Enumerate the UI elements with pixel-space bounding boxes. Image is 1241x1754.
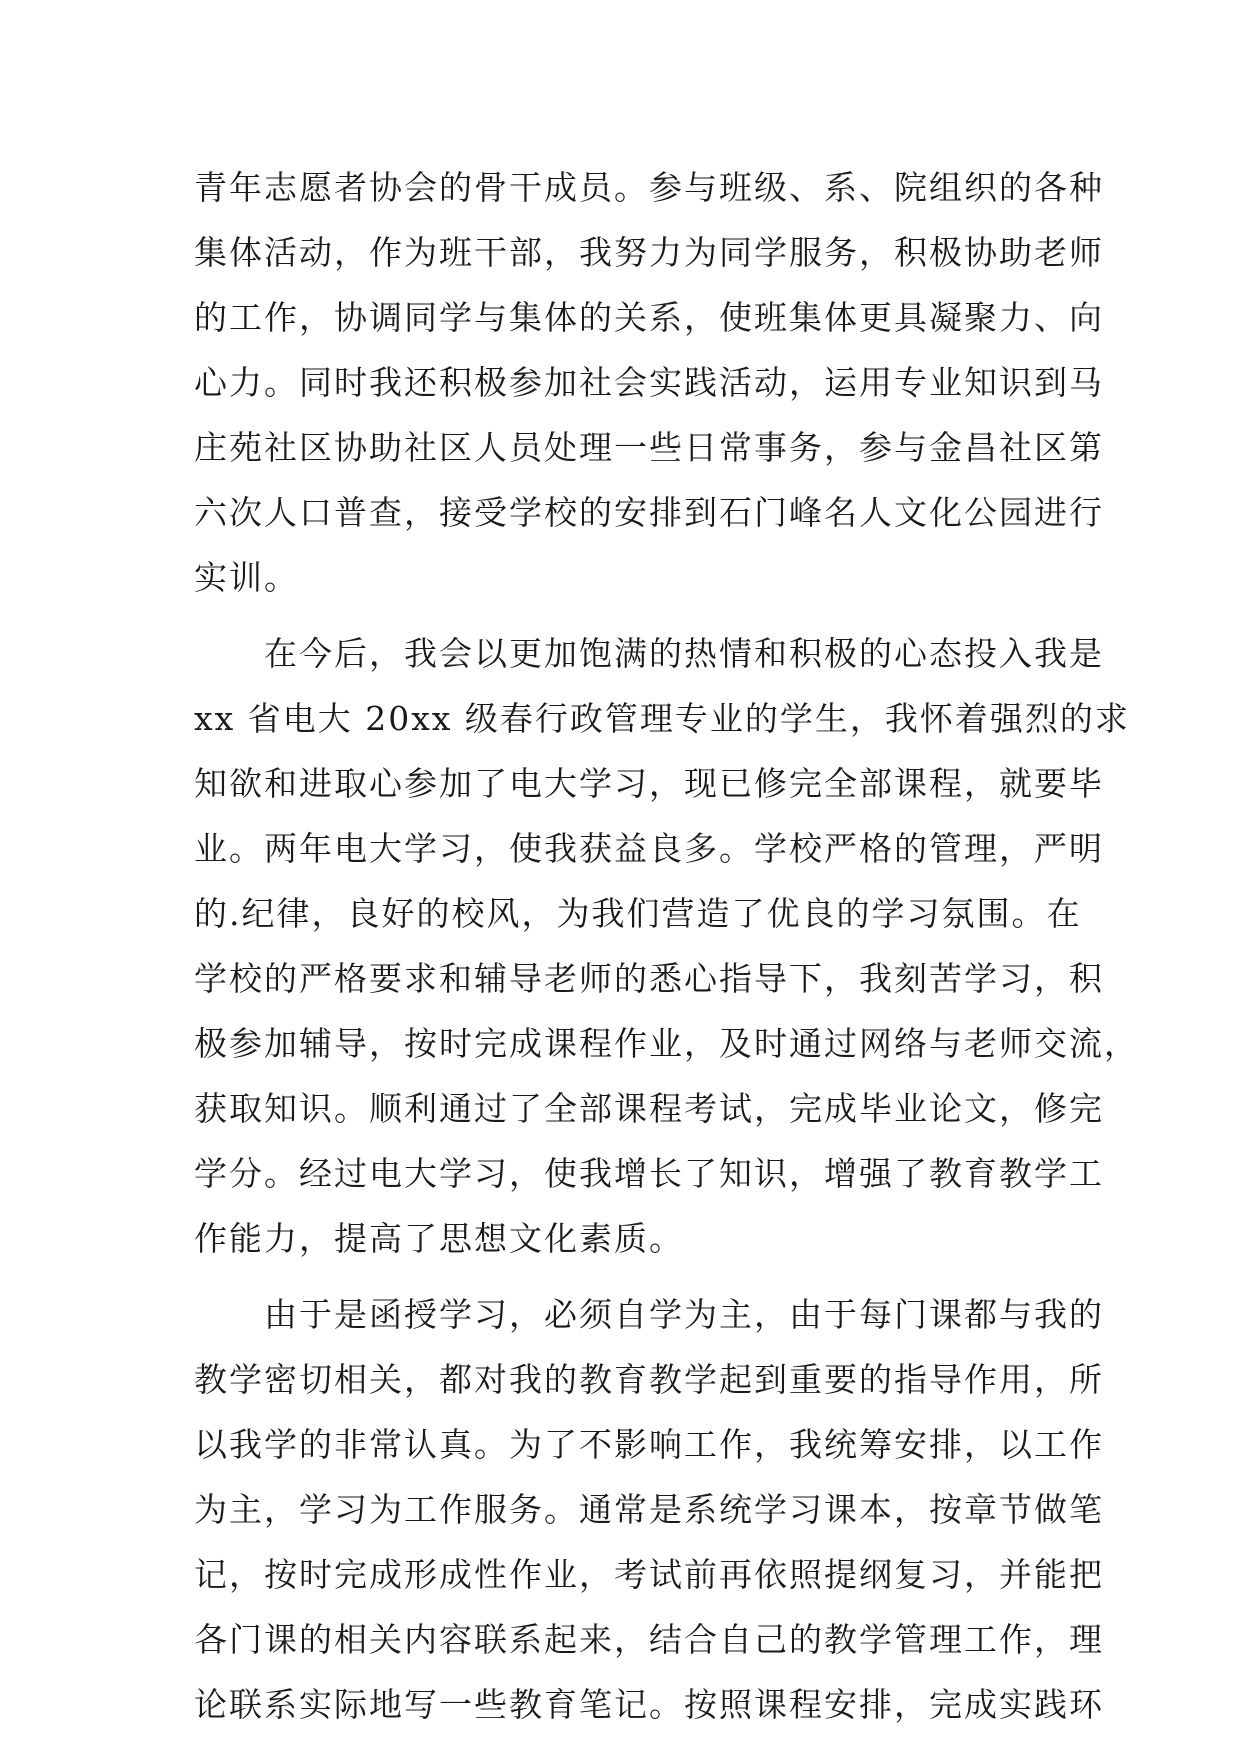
paragraph-2-line-1: 在今后，我会以更加饱满的热情和积极的心态投入我是: [194, 634, 1104, 673]
paragraph-2-line-9: 学分。经过电大学习，使我增长了知识，增强了教育教学工: [194, 1154, 1104, 1193]
paragraph-2-line-3: 知欲和进取心参加了电大学习，现已修完全部课程，就要毕: [194, 764, 1104, 803]
paragraph-1-line-6: 六次人口普查，接受学校的安排到石门峰名人文化公园进行: [194, 493, 1104, 532]
paragraph-3-line-6: 各门课的相关内容联系起来，结合自己的教学管理工作，理: [194, 1620, 1104, 1659]
paragraph-3-line-5: 记，按时完成形成性作业，考试前再依照提纲复习，并能把: [194, 1555, 1104, 1594]
paragraph-1-line-2: 集体活动，作为班干部，我努力为同学服务，积极协助老师: [194, 233, 1104, 272]
paragraph-2-line-10: 作能力，提高了思想文化素质。: [194, 1219, 684, 1258]
paragraph-3-line-7: 论联系实际地写一些教育笔记。按照课程安排，完成实践环: [194, 1685, 1104, 1724]
paragraph-3-line-3: 以我学的非常认真。为了不影响工作，我统筹安排，以工作: [194, 1425, 1104, 1464]
document-body: [194, 155, 1139, 1737]
paragraph-2-line-6: 学校的严格要求和辅导老师的悉心指导下，我刻苦学习，积: [194, 959, 1104, 998]
paragraph-1-line-7: 实训。: [194, 558, 299, 597]
paragraph-2-line-5: 的.纪律，良好的校风，为我们营造了优良的学习氛围。在: [194, 894, 1082, 933]
paragraph-2-line-7: 极参加辅导，按时完成课程作业，及时通过网络与老师交流，: [194, 1024, 1139, 1063]
paragraph-1-line-1: 青年志愿者协会的骨干成员。参与班级、系、院组织的各种: [194, 168, 1104, 207]
paragraph-2-line-2: xx 省电大 20xx 级春行政管理专业的学生，我怀着强烈的求: [194, 699, 1130, 738]
paragraph-1-line-4: 心力。同时我还积极参加社会实践活动，运用专业知识到马: [194, 363, 1104, 402]
paragraph-3-line-1: 由于是函授学习，必须自学为主，由于每门课都与我的: [194, 1295, 1104, 1334]
paragraph-1-line-3: 的工作，协调同学与集体的关系，使班集体更具凝聚力、向: [194, 298, 1104, 337]
paragraph-1-line-5: 庄苑社区协助社区人员处理一些日常事务，参与金昌社区第: [194, 428, 1104, 467]
paragraph-2-line-4: 业。两年电大学习，使我获益良多。学校严格的管理，严明: [194, 829, 1104, 868]
paragraph-2-line-8: 获取知识。顺利通过了全部课程考试，完成毕业论文，修完: [194, 1089, 1104, 1128]
paragraph-3-line-2: 教学密切相关，都对我的教育教学起到重要的指导作用，所: [194, 1360, 1104, 1399]
paragraph-3-line-4: 为主，学习为工作服务。通常是系统学习课本，按章节做笔: [194, 1490, 1104, 1529]
